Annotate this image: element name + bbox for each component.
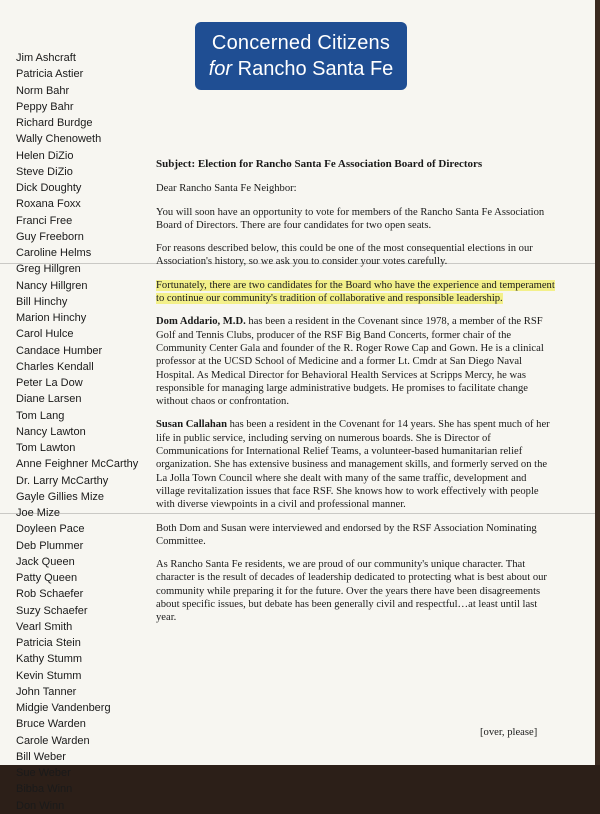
supporter-names-list — [16, 50, 138, 814]
supporter-name: Deb Plummer — [16, 539, 84, 552]
supporter-name: Diane Larsen — [16, 393, 82, 406]
supporter-name: Kathy Stumm — [16, 653, 83, 666]
supporter-name: Peter La Dow — [16, 377, 83, 389]
continued-note: [over, please] — [480, 727, 538, 738]
supporter-name: Tom Lang — [16, 409, 65, 422]
candidate-bio-addario: has been a resident in the Covenant since 1978, a member of the RSF Golf and Tennis Clubs, producer of the RSF Big Band Concerts, former chair of the Community Center Gala and founder of the R. Roger Rowe Cap and Gown. He is a clinical professor at the UCSD School of Medicine and a former Lt. Cmdr at San Diego Naval Hospital. As Medical Director for Behavioral Health Services at Scripps Mercy, he was responsible for managing large administrative budgets. He promises to facilitate change without chaos or confrontation. — [156, 316, 544, 408]
supporter-name: Charles Kendall — [16, 360, 94, 373]
logo-line-1: Concerned Citizens — [211, 32, 391, 54]
paragraph-candidate-addario — [156, 315, 556, 408]
supporter-name: Franci Free — [16, 214, 73, 227]
supporter-name: Richard Burdge — [16, 117, 93, 129]
supporter-name: Guy Freeborn — [16, 230, 84, 243]
logo-for: for — [208, 58, 233, 80]
supporter-name: Nancy Lawton — [16, 425, 86, 438]
supporter-name: Jack Queen — [16, 555, 75, 568]
supporter-name: Bruce Warden — [16, 718, 86, 731]
supporter-name: Roxana Foxx — [16, 198, 81, 211]
supporter-name: Dr. Larry McCarthy — [16, 474, 109, 487]
supporter-name: Helen DiZio — [16, 149, 74, 162]
supporter-name: Marion Hinchy — [16, 312, 87, 324]
supporter-name: Rob Schaefer — [16, 588, 84, 601]
supporter-name: Caroline Helms — [16, 247, 92, 259]
supporter-name: Sue Weber — [16, 767, 71, 779]
paragraph-candidate-callahan — [156, 418, 556, 511]
paragraph-endorsement: Both Dom and Susan were interviewed and endorsed by the RSF Association Nominating Committee. — [156, 522, 537, 547]
supporter-name: Suzy Schaefer — [16, 604, 88, 617]
supporter-name: Greg Hillgren — [16, 263, 81, 276]
letter-body — [156, 158, 556, 635]
page-edge-shadow — [595, 0, 600, 765]
paragraph-highlighted — [156, 279, 556, 306]
supporter-name: Steve DiZio — [16, 165, 73, 178]
organization-logo — [195, 22, 407, 90]
supporter-name: Patty Queen — [16, 572, 78, 584]
supporter-name: Joe Mize — [16, 507, 61, 519]
supporter-name: Norm Bahr — [16, 84, 70, 97]
supporter-name: John Tanner — [16, 685, 77, 698]
supporter-name: Tom Lawton — [16, 442, 76, 454]
logo-place: Rancho Santa Fe — [237, 58, 394, 80]
candidate-name-addario: Dom Addario, M.D. — [156, 316, 246, 328]
paragraph-community: As Rancho Santa Fe residents, we are proud of our community's unique character. That character is the result of decades of leadership dedicated to protecting what is best about our community while preparing it for the future. Over the years there have been disagreements about specific issues, but debate has been generally civil and respectful…at least until last year. — [156, 559, 547, 624]
supporter-name: Gayle Gillies Mize — [16, 490, 105, 503]
supporter-name: Wally Chenoweth — [16, 133, 102, 146]
supporter-name: Candace Humber — [16, 344, 103, 357]
letter-salutation: Dear Rancho Santa Fe Neighbor: — [156, 183, 297, 195]
supporter-name: Midgie Vandenberg — [16, 702, 111, 714]
supporter-name: Don Winn — [16, 799, 65, 812]
candidate-name-callahan: Susan Callahan — [156, 419, 227, 431]
supporter-name: Dick Doughty — [16, 182, 82, 194]
supporter-name: Carole Warden — [16, 734, 90, 747]
paragraph-reasons: For reasons described below, this could be one of the most consequential elections in our Association's history, so we ask you to consider your votes carefully. — [156, 243, 533, 268]
supporter-name: Patricia Stein — [16, 637, 81, 649]
supporter-name: Bill Weber — [16, 750, 66, 763]
paragraph-intro: You will soon have an opportunity to vote for members of the Rancho Santa Fe Association Board of Directors. There are four candidates for two open seats. — [156, 206, 545, 231]
supporter-name: Patricia Astier — [16, 68, 84, 81]
highlighted-text: Fortunately, there are two candidates for the Board who have the experience and temperament to continue our community's tradition of collaborative and responsible leadership. — [156, 279, 555, 305]
logo-line-2 — [195, 56, 407, 82]
supporter-name: Doyleen Pace — [16, 523, 85, 536]
supporter-name: Carol Hulce — [16, 328, 74, 341]
letter-subject: Subject: Election for Rancho Santa Fe Association Board of Directors — [156, 158, 483, 170]
supporter-name: Peppy Bahr — [16, 100, 74, 113]
candidate-bio-callahan: has been a resident in the Covenant for 14 years. She has spent much of her life in public service, including serving on numerous boards. She is Director of Communications for International Relief Teams, a volunteer-based humanitarian relief organization. She has extensive business and management skills, and formerly served on the La Jolla Town Council where she dealt with many of the same traffic, development and village revitalization issues that face RSF. She knows how to work effectively with people with diverse viewpoints in a civil and professional manner. — [156, 419, 550, 511]
supporter-name: Jim Ashcraft — [16, 52, 76, 64]
supporter-name: Kevin Stumm — [16, 669, 82, 682]
supporter-name: Bill Hinchy — [16, 295, 68, 308]
supporter-name: Vearl Smith — [16, 620, 73, 633]
supporter-name: Anne Feighner McCarthy — [16, 458, 139, 471]
supporter-name: Nancy Hillgren — [16, 279, 88, 292]
supporter-name: Bibba Winn — [16, 783, 73, 796]
